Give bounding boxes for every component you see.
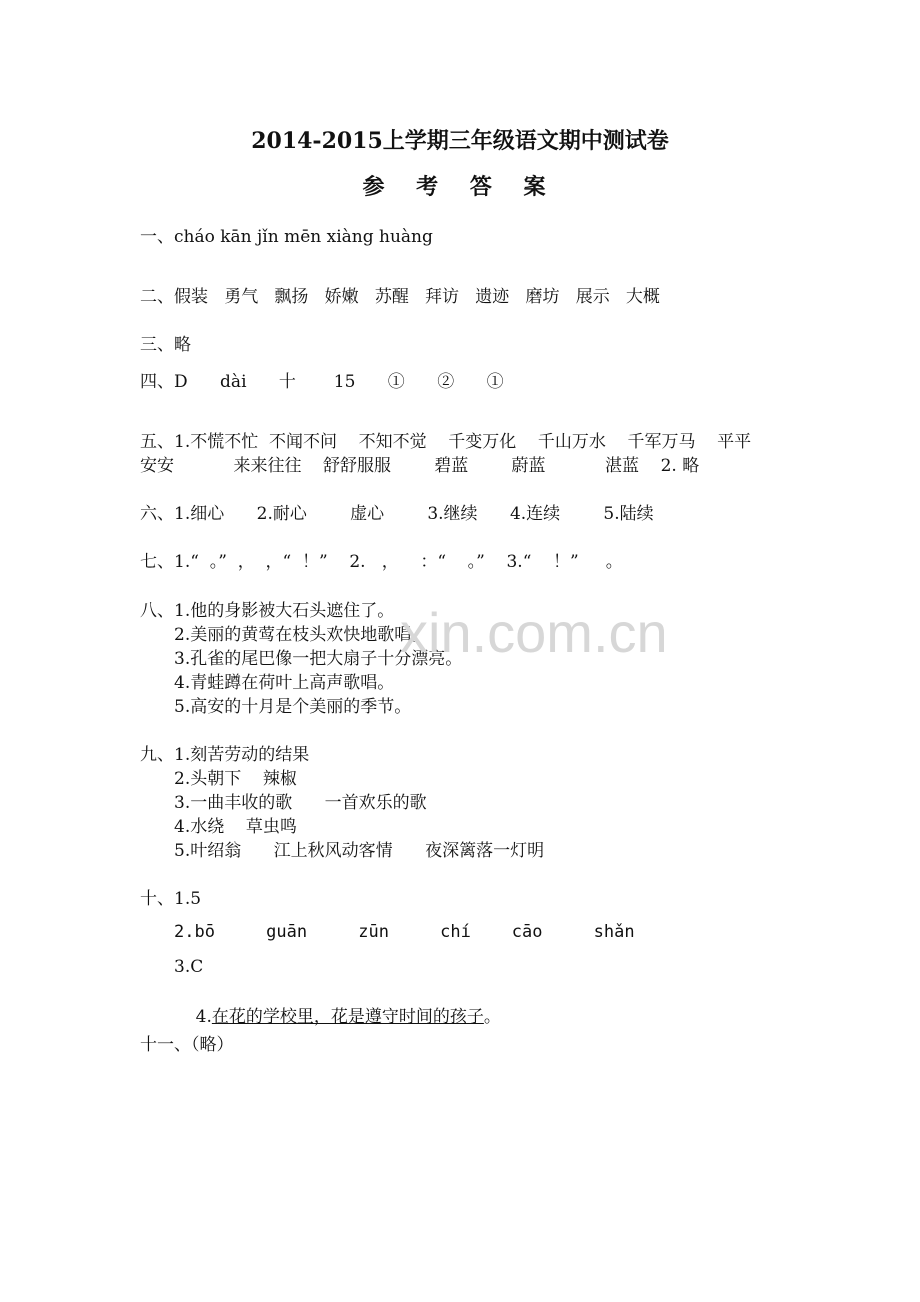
page-title: 2014-2015上学期三年级语文期中测试卷 (251, 128, 669, 154)
answer-8-item-1: 八、1.他的身影被大石头遮住了。 (140, 601, 395, 621)
answer-10-item-4-prefix: 4. (195, 1007, 212, 1027)
answer-10-item-4-suffix: 。 (483, 1007, 501, 1027)
answer-8-item-4: 4.青蛙蹲在荷叶上高声歌唱。 (174, 673, 395, 693)
watermark: xin.com.cn (400, 601, 668, 664)
answer-8-item-3: 3.孔雀的尾巴像一把大扇子十分漂亮。 (174, 649, 463, 669)
answer-9-item-5: 5.叶绍翁 江上秋风动客情 夜深篱落一灯明 (174, 841, 545, 861)
answer-3: 三、略 (140, 335, 191, 355)
answer-8-item-5: 5.高安的十月是个美丽的季节。 (174, 697, 412, 717)
answer-9-item-2: 2.头朝下 辣椒 (174, 769, 297, 789)
answer-9-item-4: 4.水绕 草虫鸣 (174, 817, 297, 837)
answer-10-item-4-underlined: 在花的学校里，花是遵守时间的孩子 (211, 1007, 484, 1027)
answer-5-line2: 安安 来来往往 舒舒服服 碧蓝 蔚蓝 湛蓝 2. 略 (140, 456, 700, 476)
answer-2: 二、假装 勇气 飘扬 娇嫩 苏醒 拜访 遗迹 磨坊 展示 大概 (140, 287, 660, 307)
answer-10-item-3: 3.C (174, 957, 204, 977)
page-subtitle: 参 考 答 案 (362, 174, 558, 200)
answer-5-line1: 五、1.不慌不忙 不闻不问 不知不觉 千变万化 千山万水 千军万马 平平 (140, 432, 752, 452)
answer-9-item-3: 3.一曲丰收的歌 一首欢乐的歌 (174, 793, 427, 813)
answer-7: 七、1.“ 。” ， ，“ ！” 2. ， ：“ 。” 3.“ ！” 。 (140, 552, 623, 572)
answer-8-item-2: 2.美丽的黄莺在枝头欢快地歌唱。 (174, 625, 429, 645)
answer-1: 一、cháo kān jǐn mēn xiàng huàng (140, 227, 433, 247)
answer-10-item-2: 2.bō guān zūn chí cāo shǎn (174, 922, 635, 942)
answer-9-item-1: 九、1.刻苦劳动的结果 (140, 745, 310, 765)
answer-6: 六、1.细心 2.耐心 虚心 3.继续 4.连续 5.陆续 (140, 504, 654, 524)
answer-10-item-1: 十、1.5 (140, 889, 202, 909)
answer-11: 十一、（略） (140, 1035, 234, 1055)
answer-4: 四、D dài 十 15 ① ② ① (140, 372, 504, 392)
